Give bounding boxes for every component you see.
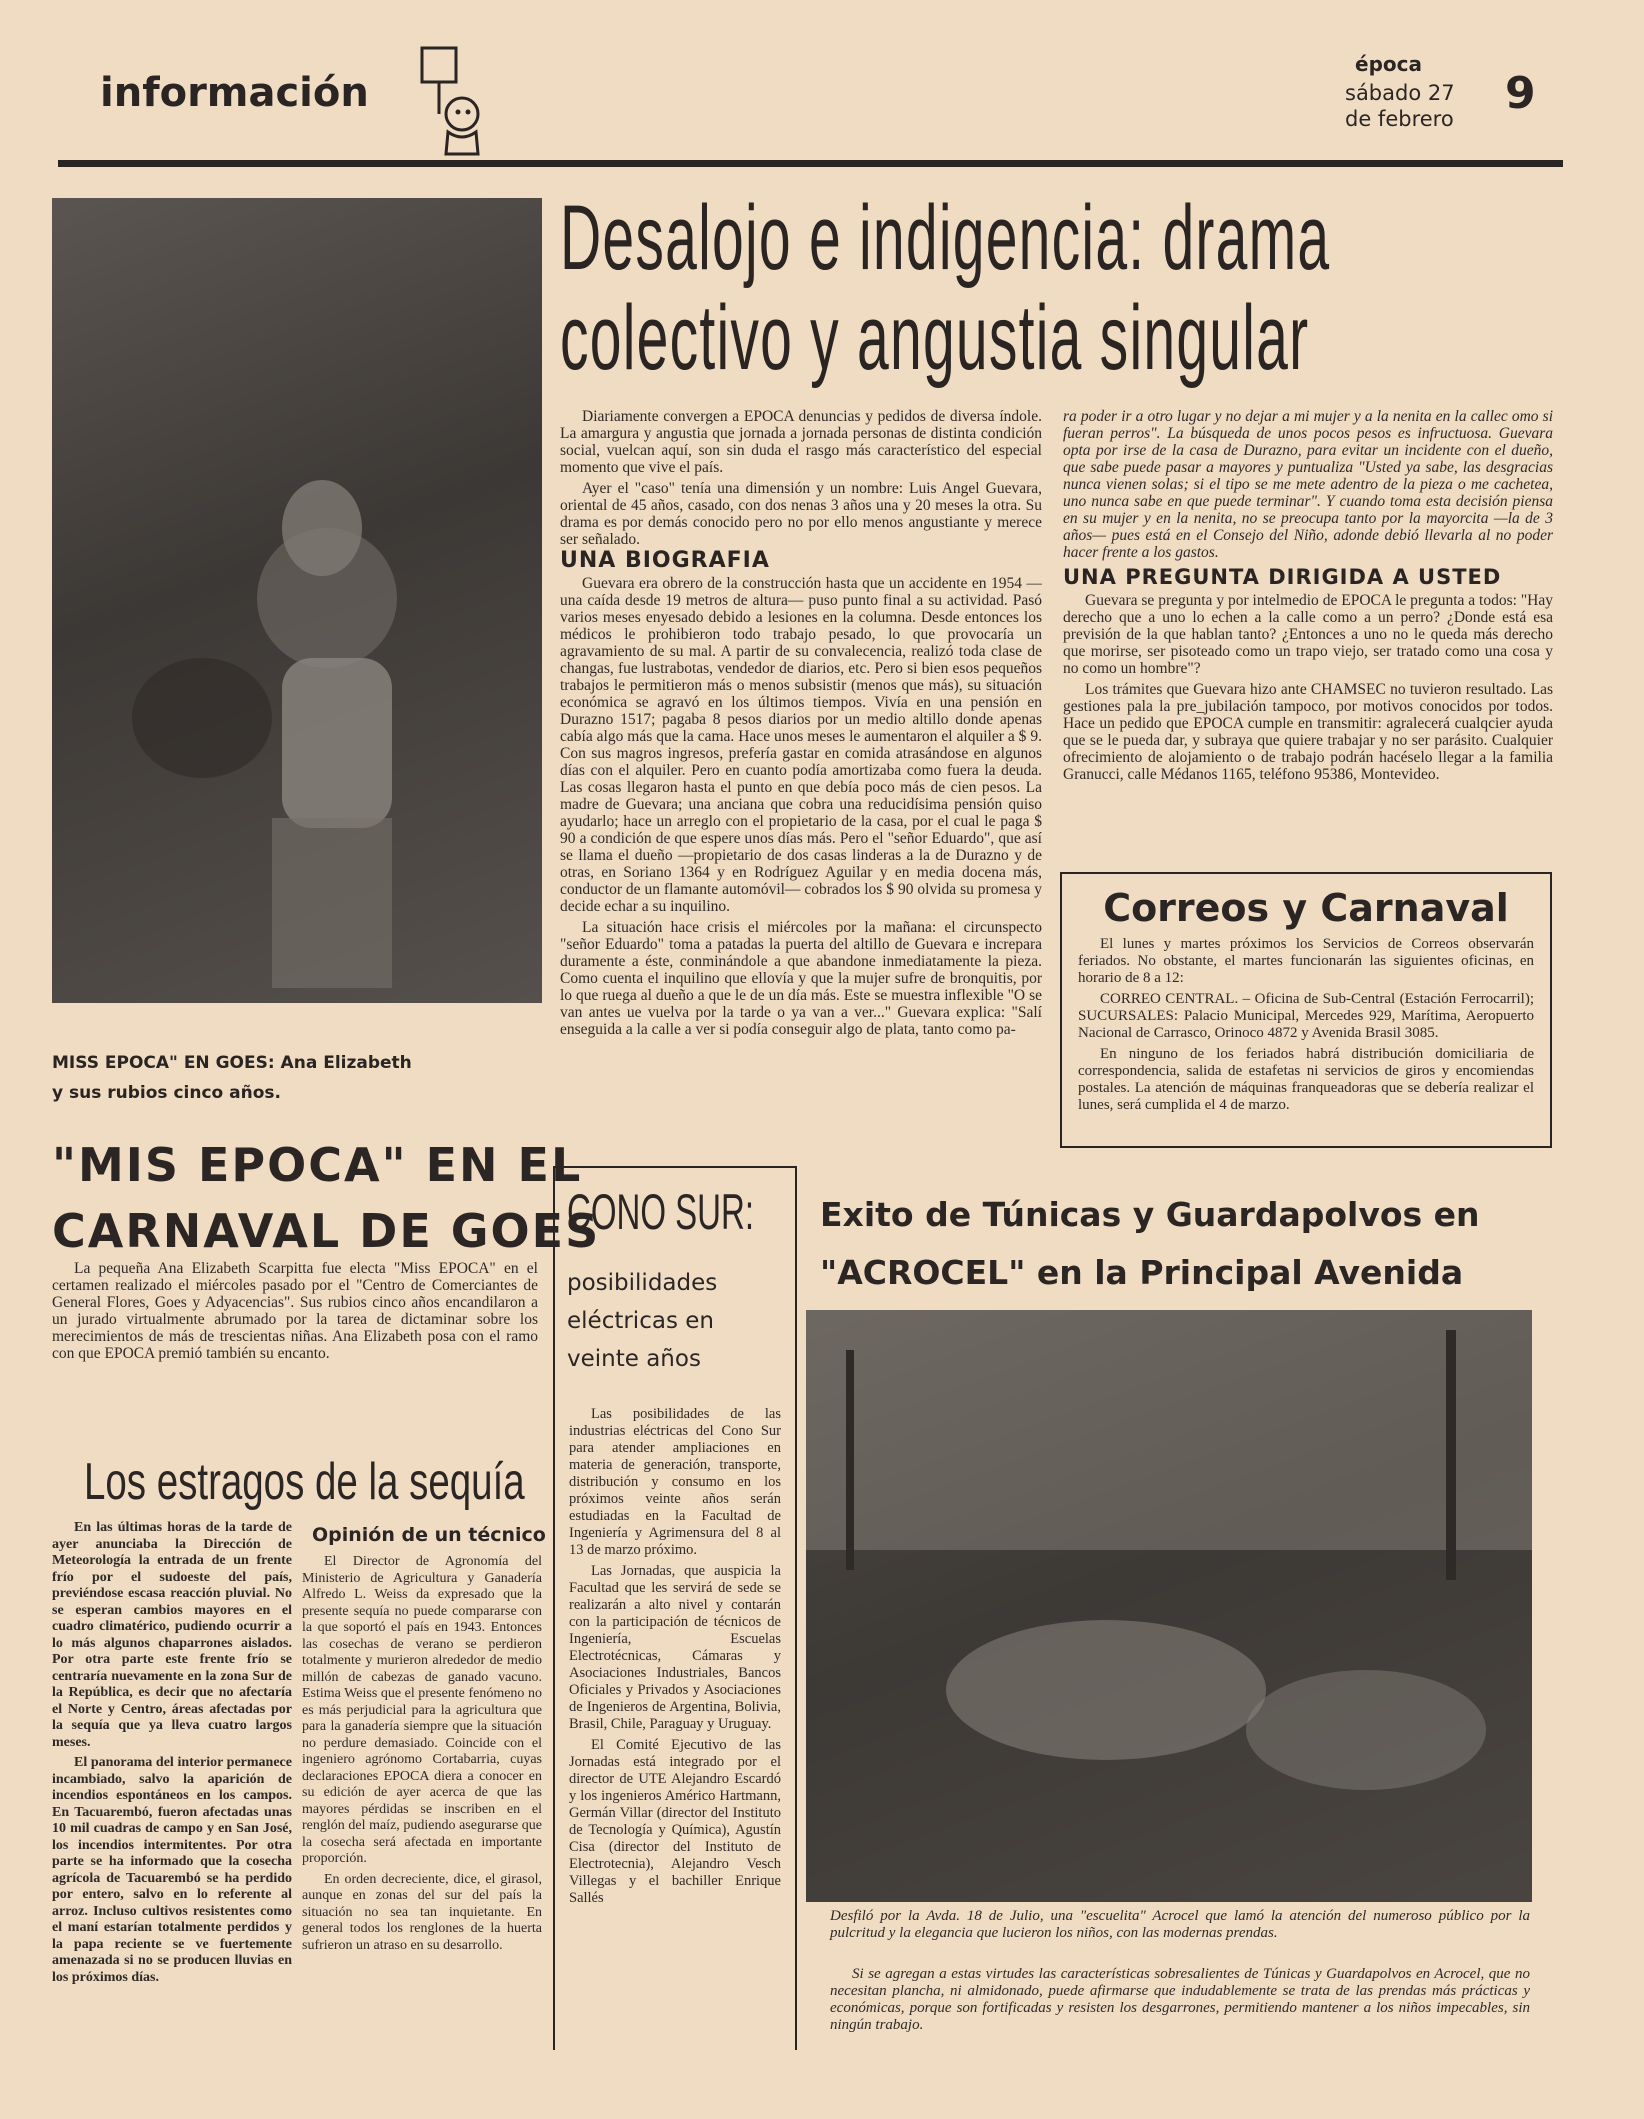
miss-epoca-headline	[52, 1132, 600, 1264]
correos-body	[1062, 930, 1550, 1126]
cono-sur-p3: El Comité Ejecutivo de las Jornadas está integrado por el director de UTE Alejandro Escardó y los ingenieros Américo Hartmann, Germán Villar (director del Instituto de Tecnología y Química), Agustín Cisa (director del Instituto de Electrotecnia), Alejandro Vesch Villegas y el bachiller Enrique Sallés	[569, 1737, 781, 1906]
main-article-column-1	[560, 408, 1042, 1154]
section-title: información	[100, 70, 369, 116]
subhead-pregunta: UNA PREGUNTA DIRIGIDA A USTED	[1063, 565, 1502, 589]
sequia-col2-p1: El Director de Agronomía del Ministerio de Agricultura y Ganadería Alfredo L. Weiss da expresado que la presente sequía no puede compararse con la que soportó el país en 1943. Entonces las cosechas de verano se perdieron totalmente y murieron alrededor de medio millón de cabezas de ganado vacuno. Estima Weiss que el presente fenómeno no es más perjudicial para la agricultura que para la ganadería siempre que la situación no perdure demasiado. Coincide con el ingeniero agrónomo Cortabarria, cuyas declaraciones EPOCA diera a conocer en su edición de ayer acerca de que las mayores pérdidas se inscriben en el renglón del maíz, pudiendo asegurarse que la cosecha será afectada en importante proporción.	[302, 1554, 542, 1866]
cono-sur-p1: Las posibilidades de las industrias eléctricas del Cono Sur para atender ampliaciones en materia de generación, transporte, distribución y consumo en los próximos veinte años serán estudiadas en la Facultad de Ingeniería y Agrimensura del 8 al 13 de marzo próximo.	[569, 1406, 781, 1558]
main-article-bio-1: Guevara era obrero de la construcción hasta que un accidente en 1954 —una caída desde 19 metros de altura— puso punto final a su actividad. Pasó varios meses enyesado debido a lesiones en la columna. Desde entonces los médicos le prohibieron todo trabajo pesado, lo que provocaría un agravamiento de su mal. A partir de su convalecencia, realizó toda clase de changas, fue lustrabotas, vendedor de diarios, etc. Pero si bien esos pequeños trabajos le permitieron más o menos subsistir (menos que más), su situación económica se agravó en los últimos tiempos. Vivía en una pensión en Durazno 1517; pagaba 8 pesos diarios por un medio altillo donde apenas cabía algo más que la cama. Hace unos meses le aumentaron el alquiler a $ 9. Con sus magros ingresos, prefería gastar en comida atrasándose en algunos días con el alquiler. Pero en cuanto podía amortizaba como fuera la deuda. Las cosas llegaron hasta el punto en que debía poco más de cien pesos. La madre de Guevara; una anciana que cobra una reducidísima pensión quiso ayudarlo; hace un arreglo con el propietario de la casa, por el cual le paga $ 90 a condición de que espere unos días más. Pero el "señor Eduardo", que así se llama el dueño —propietario de dos casas linderas a la de Durazno y de otras, en Soriano 1364 y en Rodríguez Aguilar y en media docena más, conductor de un flamante automóvil— cobrados los $ 90 olvida su promesa y decide echar a su inquilino.	[560, 575, 1042, 915]
page-number: 9	[1505, 68, 1536, 119]
sequia-col1-p2: El panorama del interior permanece incambiado, salvo la aparición de incendios espontáneos en los campos. En Tacuarembó, fueron afectadas unas 10 mil cuadras de campo y en San José, los incendios intermitentes. Por otra parte se ha informado que la cosecha agrícola de Tacuarembó se ha perdido por entero, salvo en lo referente al arroz. Incluso cultivos resistentes como el maní estarían totalmente perdidos y la papa reciente se ve fuertemente amenazada si no se producen lluvias en los próximos días.	[52, 1755, 292, 1985]
sequia-headline-wrap	[84, 1452, 554, 1522]
miss-epoca-headline-1: "MIS EPOCA" EN EL	[52, 1138, 583, 1192]
cono-sur-body	[569, 1406, 781, 2006]
miss-epoca-photo	[52, 198, 542, 1003]
cono-sur-subtitle-2: eléctricas en	[567, 1308, 714, 1334]
main-article-col2-1: ra poder ir a otro lugar y no dejar a mi mujer y a la nenita en la callec omo si fueran perros". La búsqueda de unos pocos pesos es infructuosa. Guevara opta por irse de la casa de Durazno, para evitar un incidente con el dueño, que sabe puede pasar a mayores y puntualiza "Usted ya sabe, las desgracias nunca vienen solas; si el tipo se me mete adentro de la pieza o me cachetea, uno nunca sabe en que puede terminar". Y cuando toma esta decisión piensa en su mujer y en la nenita, no se preocupa tanto por la mayorcita —la de 3 años— pues está en el Consejo del Niño, adonde debió llevarla al no poder hacer frente a los gastos.	[1063, 408, 1553, 561]
acrocel-body: Si se agregan a estas virtudes las características sobresalientes de Túnicas y Guardapolvos en Acrocel, que no necesitan plancha, ni almidonado, puede afirmarse que indudablemente se trata de las prendas más prácticas y económicas, porque son fortificadas y resisten los desgarrones, permitiendo mantener a los niños impecables, sin ningún trabajo.	[830, 1966, 1530, 2033]
miss-epoca-body-text: La pequeña Ana Elizabeth Scarpitta fue electa "Miss EPOCA" en el certamen realizado el miércoles pasado por el "Centro de Comerciantes de General Flores, Goes y Adyacencias". Sus rubios cinco años encandilaron a un jurado virtualmente abrumado por la tarea de dictaminar sobre los merecimientos de más de trescientas niñas. Ana Elizabeth posa con el ramo con que EPOCA premió también su encanto.	[52, 1260, 538, 1362]
acrocel-caption: Desfiló por la Avda. 18 de Julio, una "escuelita" Acrocel que lamó la atención del numeroso público por la pulcritud y la elegancia que lucieron los niños, con las modernas prendas.	[830, 1908, 1530, 1941]
photo-caption-line-2: y sus rubios cinco años.	[52, 1083, 281, 1103]
main-article-col2-2: Guevara se pregunta y por intelmedio de EPOCA le pregunta a todos: "Hay derecho que a uno lo echen a la calle como a un perro? ¿Donde está esa previsión de la que hablan tanto? ¿Entonces a uno no le queda más derecho que morirse, ser pisoteado como un trapo viejo, ser tratado como una cosa y no como un hombre"?	[1063, 592, 1553, 677]
sequia-column-2	[302, 1554, 542, 2050]
sequia-headline: Los estragos de la sequía	[84, 1453, 525, 1511]
correos-p3: En ninguno de los feriados habrá distribución domiciliaria de correspondencia, salida de estafetas ni servicios de giros y encomiendas postales. La atención de máquinas franqueadoras que se debería realizar el lunes, será cumplida el 4 de marzo.	[1078, 1046, 1534, 1113]
header-rule	[58, 160, 1563, 167]
main-headline-line-2: colectivo y angustia singular	[560, 287, 1310, 389]
cono-sur-subtitle-1: posibilidades	[567, 1270, 718, 1296]
correos-title: Correos y Carnaval	[1103, 886, 1509, 930]
main-article-bio-2: La situación hace crisis el miércoles por la mañana: el circunspecto "señor Eduardo" toma a patadas la puerta del altillo de Guevara e increpara duramente a éste, conminándole a que abandone inmediatamente la pieza. Como cuenta el inquilino que ellovía y que la mujer sufre de bronquitis, por lo que ruega al dueño a que le de un día más. Este se muestra inflexible "O se van antes ue vuelva por la tarde o ya van a ver..." Guevara explica: "Salí enseguida a la calle a ver si podía conseguir algo de plata, tanto como pa-	[560, 919, 1042, 1038]
mascot-icon	[418, 44, 490, 162]
cono-sur-subtitle	[567, 1264, 795, 1378]
main-article-column-2	[1063, 408, 1553, 900]
main-headline-line-1: Desalojo e indigencia: drama	[560, 190, 1331, 289]
correos-p1: El lunes y martes próximos los Servicios de Correos observarán feriados. No obstante, el martes funcionarán las siguientes oficinas, en horario de 8 a 12:	[1078, 936, 1534, 986]
main-headline	[560, 190, 1570, 390]
cono-sur-title: CONO SUR:	[567, 1184, 755, 1240]
sequia-col1-p1: En las últimas horas de la tarde de ayer anunciaba la Dirección de Meteorología la entrada de un frente frío por el sudoeste del país, previéndose escasa reacción pluvial. No se esperan cambios mayores en el cuadro climatérico, pudiendo ocurrir a lo más algunos chaparrones aislados. Por otra parte este frente frío se centraría nuevamente en la zona Sur de la República, es decir que no afectaría el Norte y Centro, áreas afectadas por la sequía que ya lleva cuatro largos meses.	[52, 1520, 292, 1750]
date-line-1: sábado 27	[1345, 81, 1455, 105]
cono-sur-box	[553, 1166, 797, 2050]
acrocel-body-wrap	[830, 1966, 1530, 2051]
cono-sur-p2: Las Jornadas, que auspicia la Facultad que les servirá de sede se realizarán a alto nivel y contarán con la participación de técnicos de Ingeniería, Escuelas Electrotécnicas, Cámaras y Asociaciones Industriales, Bancos Oficiales y Privados y Asociaciones de Ingenieros de Argentina, Bolivia, Brasil, Chile, Paraguay y Uruguay.	[569, 1563, 781, 1732]
miss-epoca-headline-2: CARNAVAL DE GOES	[52, 1204, 601, 1258]
miss-epoca-body	[52, 1260, 538, 1435]
date-line-2: de febrero	[1345, 107, 1454, 131]
sequia-subhead: Opinión de un técnico	[312, 1524, 546, 1546]
paper-name: época	[1355, 52, 1422, 76]
photo-caption-line-1: MISS EPOCA" EN GOES: Ana Elizabeth	[52, 1053, 412, 1073]
main-article-col2-3: Los trámites que Guevara hizo ante CHAMSEC no tuvieron resultado. Las gestiones pala la pre_jubilación tampoco, por motivos conocidos por todos. Hace un pedido que EPOCA cumple en transmitir: agralecerá cualqcier ayuda que se le pueda dar, y subraya que quiere trabajar y no ser parásito. Cualquier ofrecimiento de alojamiento o de trabajo podrán hacéselo llegar a la familia Granucci, calle Médanos 1165, teléfono 95386, Montevideo.	[1063, 681, 1553, 783]
correos-box	[1060, 872, 1552, 1148]
sequia-column-1	[52, 1520, 292, 2050]
main-article-intro: Diariamente convergen a EPOCA denuncias y pedidos de diversa índole. La amargura y angustia que jornada a jornada personas de distinta condición social, vuelcan aquí, son sin duda el rasgo más característico del especial momento que vive el país.	[560, 408, 1042, 476]
correos-p2: CORREO CENTRAL. – Oficina de Sub-Central (Estación Ferrocarril); SUCURSALES: Palacio Municipal, Mercedes 929, Marítima, Aeropuerto Nacional de Carrasco, Orinoco 4872 y Avenida Brasil 3085.	[1078, 991, 1534, 1041]
cono-sur-subtitle-3: veinte años	[567, 1346, 701, 1372]
acrocel-parade-photo	[806, 1310, 1532, 1902]
sequia-col2-p2: En orden decreciente, dice, el girasol, aunque en zonas del sur del país la situación no sea tan inquietante. En general todos los renglones de la huerta sufrieron un atraso en su desarrollo.	[302, 1871, 542, 1953]
acrocel-headline-1: Exito de Túnicas y Guardapolvos en	[820, 1195, 1480, 1234]
subhead-biografia: UNA BIOGRAFIA	[560, 548, 770, 573]
acrocel-headline	[820, 1186, 1480, 1302]
acrocel-headline-2: "ACROCEL" en la Principal Avenida	[820, 1253, 1464, 1292]
main-article-case: Ayer el "caso" tenía una dimensión y un nombre: Luis Angel Guevara, oriental de 45 años, casado, con dos nenas 3 años una y 20 meses la otra. Su drama es por demás conocido pero no por ello menos angustiante y merece ser señalado.	[560, 480, 1042, 548]
